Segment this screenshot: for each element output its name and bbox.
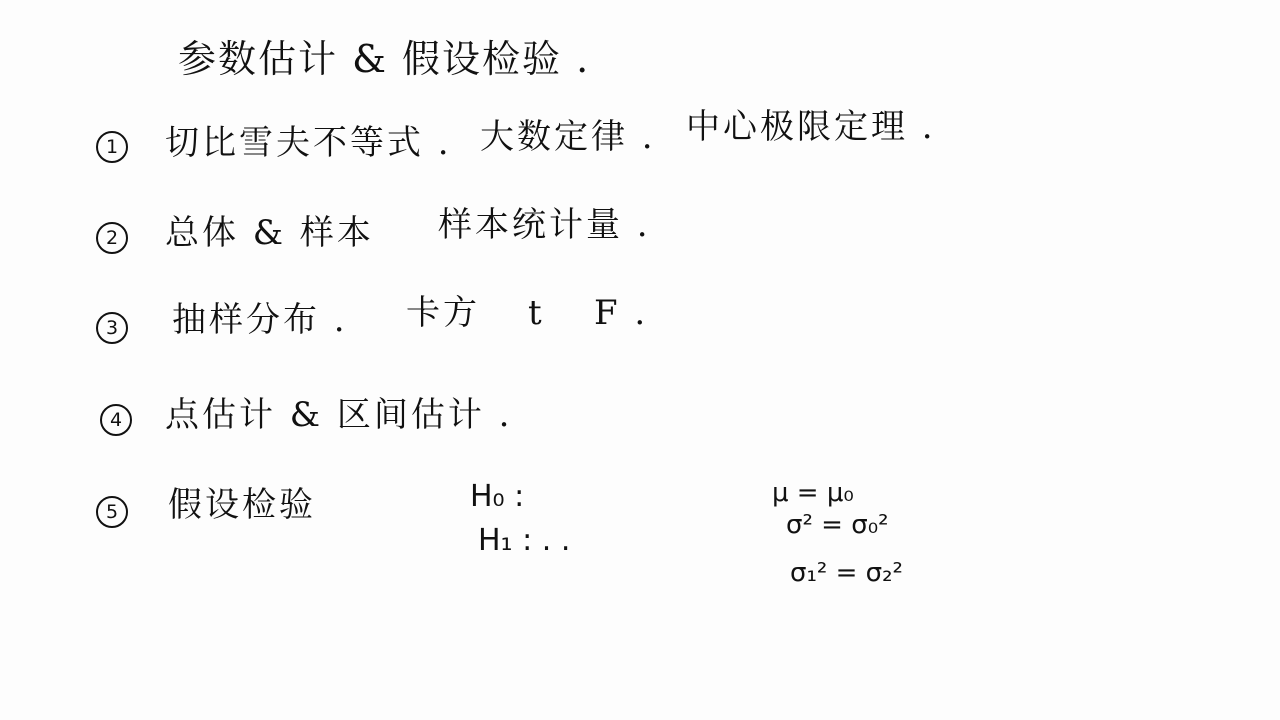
null-hypothesis-label: H₀ : bbox=[470, 479, 525, 514]
item-number-4: 4 bbox=[100, 404, 132, 436]
item-number-5: 5 bbox=[96, 496, 128, 528]
item-2-text-b: 样本统计量 . bbox=[438, 205, 651, 245]
item-number-1: 1 bbox=[96, 131, 128, 163]
condition-variance-equal: σ₁² = σ₂² bbox=[790, 558, 903, 588]
condition-mean: μ = μ₀ bbox=[772, 478, 854, 508]
condition-variance: σ² = σ₀² bbox=[786, 510, 889, 540]
item-5-text: 假设检验 bbox=[168, 485, 316, 525]
item-2-text-a: 总体 & 样本 bbox=[165, 213, 374, 253]
page-title: 参数估计 & 假设检验 . bbox=[178, 37, 591, 81]
item-3-text-c: t bbox=[528, 293, 545, 333]
item-number-3: 3 bbox=[96, 312, 128, 344]
item-3-text-a: 抽样分布 . bbox=[172, 300, 348, 340]
item-number-2: 2 bbox=[96, 222, 128, 254]
item-1-text-c: 中心极限定理 . bbox=[686, 107, 936, 147]
item-3-text-d: F . bbox=[594, 293, 649, 333]
item-3-text-b: 卡方 bbox=[406, 293, 480, 333]
alternative-hypothesis-label: H₁ : . . bbox=[478, 523, 571, 558]
item-1-text-b: 大数定律 . bbox=[480, 117, 656, 157]
item-1-text-a: 切比雪夫不等式 . bbox=[165, 123, 452, 163]
item-4-text: 点估计 & 区间估计 . bbox=[165, 395, 513, 435]
